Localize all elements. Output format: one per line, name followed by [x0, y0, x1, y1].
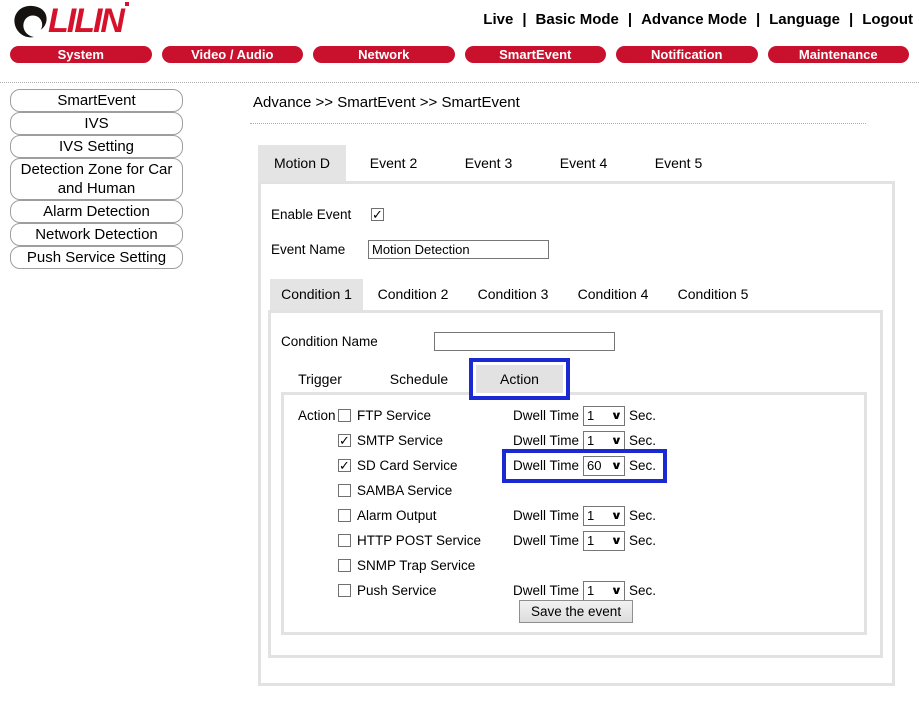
- dwell-time-select[interactable]: [583, 581, 625, 601]
- lilin-logo: [12, 2, 129, 41]
- header-links: [483, 11, 913, 28]
- sidebar-item-alarm-detection[interactable]: Alarm Detection: [10, 200, 183, 223]
- sec-label: Sec.: [629, 458, 657, 473]
- action-highlight-box: [469, 358, 570, 400]
- nav-button-maintenance[interactable]: Maintenance: [768, 46, 910, 63]
- condition-tab-condition-2[interactable]: Condition 2: [377, 286, 449, 302]
- dwell-time-label: Dwell Time: [513, 583, 580, 598]
- sidebar-item-ivs[interactable]: IVS: [10, 112, 183, 135]
- header-divider: [0, 82, 919, 83]
- lilin-swirl-icon: [12, 2, 48, 41]
- dwell-time-select[interactable]: [583, 456, 625, 476]
- sidebar-item-ivs-setting[interactable]: IVS Setting: [10, 135, 183, 158]
- sidebar-item-detection-zone-for-car-and-human[interactable]: Detection Zone for Car and Human: [10, 158, 183, 200]
- service-checkbox-push-service[interactable]: [338, 584, 351, 597]
- condition-subtabs: [271, 358, 570, 400]
- link-live[interactable]: Live: [483, 11, 514, 28]
- action-row: [298, 553, 860, 578]
- service-checkbox-smtp-service[interactable]: [338, 434, 351, 447]
- sec-label: Sec.: [629, 583, 657, 598]
- service-label: Alarm Output: [357, 508, 437, 523]
- event-tab-event-3[interactable]: Event 3: [464, 155, 513, 171]
- lilin-logo-text: LILIN: [48, 2, 123, 40]
- service-checkbox-alarm-output[interactable]: [338, 509, 351, 522]
- sec-label: Sec.: [629, 533, 657, 548]
- dwell-time-select[interactable]: [583, 531, 625, 551]
- chevron-down-icon: ∨: [610, 585, 623, 597]
- dwell-time-label: Dwell Time: [513, 433, 580, 448]
- dwell-time-group: [513, 531, 656, 551]
- nav-button-system[interactable]: System: [10, 46, 152, 63]
- event-tab-event-5[interactable]: Event 5: [654, 155, 703, 171]
- dwell-time-value: 1: [587, 583, 595, 598]
- main-nav-bar: [0, 46, 919, 63]
- service-label: Push Service: [357, 583, 437, 598]
- event-tab-motion-d[interactable]: Motion D: [258, 145, 346, 181]
- condition-panel: [268, 310, 883, 658]
- save-event-button[interactable]: Save the event: [519, 600, 633, 623]
- condition-tab-condition-5[interactable]: Condition 5: [677, 286, 749, 302]
- nav-button-network[interactable]: Network: [313, 46, 455, 63]
- service-checkbox-snmp-trap-service[interactable]: [338, 559, 351, 572]
- subtab-action[interactable]: Action: [476, 365, 563, 393]
- chevron-down-icon: ∨: [610, 535, 623, 547]
- chevron-down-icon: ∨: [610, 410, 623, 422]
- action-row: [298, 528, 860, 553]
- link-separator: |: [848, 11, 854, 28]
- sidebar-item-smartevent[interactable]: SmartEvent: [10, 89, 183, 112]
- chevron-down-icon: ∨: [610, 460, 623, 472]
- action-row: [298, 403, 860, 428]
- condition-name-label: Condition Name: [281, 334, 378, 349]
- enable-event-label: Enable Event: [271, 207, 352, 222]
- link-basic-mode[interactable]: Basic Mode: [535, 11, 619, 28]
- enable-event-checkbox[interactable]: [371, 208, 384, 221]
- nav-button-smartevent[interactable]: SmartEvent: [465, 46, 607, 63]
- subtab-trigger[interactable]: Trigger: [298, 371, 342, 387]
- event-tab-event-2[interactable]: Event 2: [369, 155, 418, 171]
- nav-button-video-audio[interactable]: Video / Audio: [162, 46, 304, 63]
- dwell-time-value: 1: [587, 508, 595, 523]
- breadcrumb: Advance >> SmartEvent >> SmartEvent: [253, 94, 520, 111]
- condition-tab-condition-4[interactable]: Condition 4: [577, 286, 649, 302]
- action-panel: [281, 392, 867, 635]
- event-tab-event-4[interactable]: Event 4: [559, 155, 608, 171]
- link-advance-mode[interactable]: Advance Mode: [641, 11, 747, 28]
- link-separator: |: [755, 11, 761, 28]
- dwell-time-label: Dwell Time: [513, 508, 580, 523]
- dwell-time-group: [513, 506, 656, 526]
- link-separator: |: [522, 11, 527, 28]
- event-name-label: Event Name: [271, 242, 346, 257]
- sec-label: Sec.: [629, 408, 657, 423]
- action-row: [298, 503, 860, 528]
- event-name-input[interactable]: [368, 240, 549, 259]
- condition-tab-condition-1[interactable]: Condition 1: [270, 279, 363, 310]
- subtab-schedule[interactable]: Schedule: [389, 371, 449, 387]
- service-checkbox-sd-card-service[interactable]: [338, 459, 351, 472]
- link-logout[interactable]: Logout: [862, 11, 913, 28]
- dwell-time-select[interactable]: [583, 431, 625, 451]
- action-group-label: Action: [298, 408, 336, 423]
- condition-tab-condition-3[interactable]: Condition 3: [477, 286, 549, 302]
- sec-label: Sec.: [629, 508, 657, 523]
- dwell-highlight-box: [502, 449, 667, 483]
- action-row: [298, 453, 860, 478]
- service-label: SNMP Trap Service: [357, 558, 476, 573]
- dwell-time-select[interactable]: [583, 406, 625, 426]
- trademark-dot: [125, 2, 129, 6]
- chevron-down-icon: ∨: [610, 435, 623, 447]
- chevron-down-icon: ∨: [610, 510, 623, 522]
- event-tabs: [258, 145, 726, 181]
- dwell-time-label: Dwell Time: [513, 533, 580, 548]
- dwell-time-group: [513, 431, 656, 451]
- service-label: FTP Service: [357, 408, 432, 423]
- dwell-time-label: Dwell Time: [513, 458, 580, 473]
- nav-button-notification[interactable]: Notification: [616, 46, 758, 63]
- link-separator: |: [627, 11, 633, 28]
- service-label: SD Card Service: [357, 458, 458, 473]
- link-language[interactable]: Language: [769, 11, 840, 28]
- service-checkbox-ftp-service[interactable]: [338, 409, 351, 422]
- dwell-time-value: 1: [587, 533, 595, 548]
- service-checkbox-http-post-service[interactable]: [338, 534, 351, 547]
- condition-tabs: [270, 279, 763, 310]
- service-checkbox-samba-service[interactable]: [338, 484, 351, 497]
- action-rows: [298, 403, 860, 603]
- dwell-time-select[interactable]: [583, 506, 625, 526]
- dwell-time-value: 1: [587, 433, 595, 448]
- dwell-time-value: 60: [587, 458, 602, 473]
- service-label: SMTP Service: [357, 433, 444, 448]
- dwell-time-label: Dwell Time: [513, 408, 580, 423]
- dwell-time-group: [513, 581, 656, 601]
- event-panel: [258, 181, 895, 686]
- sidebar-item-network-detection[interactable]: Network Detection: [10, 223, 183, 246]
- sidebar: [10, 89, 183, 269]
- dwell-time-value: 1: [587, 408, 595, 423]
- dwell-time-group: [513, 406, 656, 426]
- sec-label: Sec.: [629, 433, 657, 448]
- breadcrumb-divider: [250, 123, 866, 124]
- service-label: HTTP POST Service: [357, 533, 482, 548]
- condition-name-input[interactable]: [434, 332, 615, 351]
- sidebar-item-push-service-setting[interactable]: Push Service Setting: [10, 246, 183, 269]
- service-label: SAMBA Service: [357, 483, 453, 498]
